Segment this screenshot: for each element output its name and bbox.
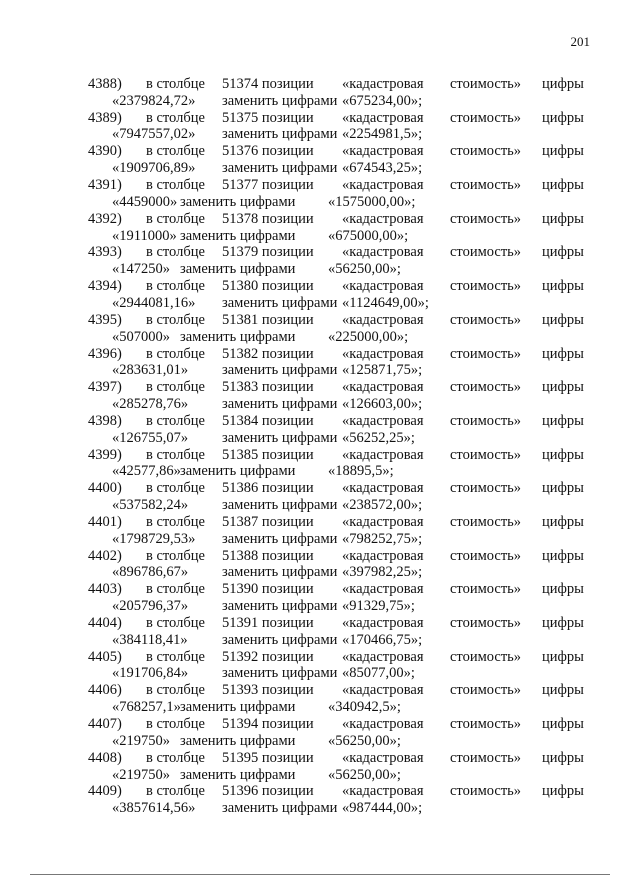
entry-line-1 (0, 783, 640, 800)
entry-new-value: «2254981,5»; (342, 126, 423, 143)
entry-replace-phrase: заменить цифрами (222, 800, 338, 817)
entry-line-2 (0, 430, 640, 447)
entry-position: 51395 позиции (222, 749, 314, 766)
entry-number: 4390) (88, 143, 122, 160)
entry-old-value: «147250» (112, 261, 170, 278)
entry-digits-word: цифры (542, 311, 584, 328)
entry-line-2 (0, 767, 640, 784)
entry-number: 4406) (88, 682, 122, 699)
entry-cadastral-word: «кадастровая (342, 446, 424, 463)
entry-column-phrase: в столбце (146, 480, 205, 497)
entry-line-2 (0, 295, 640, 312)
entry-cadastral-word: «кадастровая (342, 581, 424, 598)
entry-cadastral-word: «кадастровая (342, 210, 424, 227)
entry-number: 4389) (88, 109, 122, 126)
entry-old-value: «219750» (112, 766, 170, 783)
entry-position: 51387 позиции (222, 513, 314, 530)
entry-position: 51391 позиции (222, 615, 314, 631)
entry-column-phrase: в столбце (146, 615, 205, 631)
entry-digits-word: цифры (542, 76, 584, 92)
entry-digits-word: цифры (542, 210, 584, 227)
entry-line-2 (0, 632, 640, 649)
entry-digits-word: цифры (542, 345, 584, 362)
entry-line-1 (0, 379, 640, 396)
entry-line-2 (0, 93, 640, 110)
entry-replace-phrase: заменить цифрами (222, 665, 338, 682)
entry-column-phrase: в столбце (146, 278, 205, 295)
entry-value-word: стоимость» (450, 143, 522, 160)
entry-new-value: «56252,25»; (342, 429, 415, 446)
entry-line-2 (0, 733, 640, 750)
entry-old-value: «896786,67» (112, 564, 189, 581)
entry-old-value: «507000» (112, 328, 170, 345)
entry-replace-phrase: заменить цифрами (222, 429, 338, 446)
entry-column-phrase: в столбце (146, 345, 205, 362)
entry-line-2 (0, 598, 640, 615)
amendment-list (0, 76, 640, 817)
entry-old-value: «3857614,56» (112, 800, 196, 817)
amendment-entry (0, 783, 640, 817)
amendment-entry (0, 413, 640, 447)
entry-line-1 (0, 447, 640, 464)
entry-number: 4405) (88, 648, 122, 665)
entry-cadastral-word: «кадастровая (342, 513, 424, 530)
entry-replace-phrase: заменить цифрами (180, 463, 296, 480)
entry-position: 51384 позиции (222, 412, 314, 429)
entry-line-1 (0, 750, 640, 767)
entry-old-value: «2379824,72» (112, 92, 196, 109)
entry-new-value: «1124649,00»; (342, 294, 429, 311)
entry-column-phrase: в столбце (146, 716, 205, 733)
entry-value-word: стоимость» (450, 648, 522, 665)
entry-number: 4396) (88, 345, 122, 362)
entry-line-1 (0, 143, 640, 160)
entry-line-2 (0, 665, 640, 682)
entry-digits-word: цифры (542, 648, 584, 665)
entry-value-word: стоимость» (450, 76, 522, 92)
entry-line-1 (0, 682, 640, 699)
entry-replace-phrase: заменить цифрами (222, 362, 338, 379)
entry-replace-phrase: заменить цифрами (222, 395, 338, 412)
entry-digits-word: цифры (542, 278, 584, 295)
entry-old-value: «768257,1» (112, 699, 181, 716)
entry-line-1 (0, 581, 640, 598)
entry-line-1 (0, 413, 640, 430)
entry-position: 51394 позиции (222, 716, 314, 733)
entry-digits-word: цифры (542, 143, 584, 160)
entry-position: 51390 позиции (222, 581, 314, 598)
entry-cadastral-word: «кадастровая (342, 716, 424, 733)
bottom-rule (30, 874, 610, 875)
entry-new-value: «798252,75»; (342, 530, 423, 547)
entry-replace-phrase: заменить цифрами (222, 160, 338, 177)
entry-line-1 (0, 548, 640, 565)
entry-replace-phrase: заменить цифрами (222, 92, 338, 109)
entry-cadastral-word: «кадастровая (342, 682, 424, 699)
amendment-entry (0, 480, 640, 514)
entry-line-2 (0, 126, 640, 143)
entry-number: 4392) (88, 210, 122, 227)
entry-line-2 (0, 531, 640, 548)
entry-value-word: стоимость» (450, 109, 522, 126)
entry-new-value: «18895,5»; (328, 463, 394, 480)
entry-value-word: стоимость» (450, 244, 522, 261)
entry-old-value: «384118,41» (112, 631, 188, 648)
entry-line-1 (0, 346, 640, 363)
entry-column-phrase: в столбце (146, 547, 205, 564)
amendment-entry (0, 581, 640, 615)
entry-new-value: «1575000,00»; (328, 193, 416, 210)
entry-value-word: стоимость» (450, 547, 522, 564)
entry-line-2 (0, 261, 640, 278)
entry-number: 4393) (88, 244, 122, 261)
entry-value-word: стоимость» (450, 379, 522, 396)
entry-value-word: стоимость» (450, 615, 522, 631)
entry-column-phrase: в столбце (146, 682, 205, 699)
entry-value-word: стоимость» (450, 412, 522, 429)
entry-position: 51379 позиции (222, 244, 314, 261)
entry-replace-phrase: заменить цифрами (180, 227, 296, 244)
entry-new-value: «125871,75»; (342, 362, 423, 379)
entry-position: 51382 позиции (222, 345, 314, 362)
amendment-entry (0, 110, 640, 144)
entry-position: 51386 позиции (222, 480, 314, 497)
entry-line-2 (0, 396, 640, 413)
entry-number: 4394) (88, 278, 122, 295)
entry-replace-phrase: заменить цифрами (222, 126, 338, 143)
entry-line-1 (0, 211, 640, 228)
entry-digits-word: цифры (542, 547, 584, 564)
entry-digits-word: цифры (542, 480, 584, 497)
entry-position: 51378 позиции (222, 210, 314, 227)
entry-digits-word: цифры (542, 783, 584, 800)
amendment-entry (0, 716, 640, 750)
entry-value-word: стоимость» (450, 783, 522, 800)
amendment-entry (0, 615, 640, 649)
entry-new-value: «675000,00»; (328, 227, 409, 244)
entry-digits-word: цифры (542, 379, 584, 396)
entry-position: 51375 позиции (222, 109, 314, 126)
entry-cadastral-word: «кадастровая (342, 76, 424, 92)
entry-number: 4409) (88, 783, 122, 800)
entry-cadastral-word: «кадастровая (342, 648, 424, 665)
entry-value-word: стоимость» (450, 177, 522, 194)
entry-line-2 (0, 463, 640, 480)
entry-line-1 (0, 244, 640, 261)
entry-line-1 (0, 177, 640, 194)
entry-old-value: «191706,84» (112, 665, 189, 682)
entry-cadastral-word: «кадастровая (342, 412, 424, 429)
entry-column-phrase: в столбце (146, 783, 205, 800)
entry-number: 4398) (88, 412, 122, 429)
entry-value-word: стоимость» (450, 345, 522, 362)
entry-new-value: «397982,25»; (342, 564, 423, 581)
entry-number: 4401) (88, 513, 122, 530)
entry-number: 4391) (88, 177, 122, 194)
entry-replace-phrase: заменить цифрами (180, 193, 296, 210)
entry-line-1 (0, 76, 640, 93)
entry-column-phrase: в столбце (146, 244, 205, 261)
entry-column-phrase: в столбце (146, 581, 205, 598)
entry-number: 4407) (88, 716, 122, 733)
entry-line-1 (0, 312, 640, 329)
entry-cadastral-word: «кадастровая (342, 311, 424, 328)
entry-line-1 (0, 716, 640, 733)
entry-column-phrase: в столбце (146, 412, 205, 429)
entry-position: 51374 позиции (222, 76, 314, 92)
page-number: 201 (570, 34, 590, 49)
entry-column-phrase: в столбце (146, 177, 205, 194)
entry-new-value: «225000,00»; (328, 328, 409, 345)
entry-line-2 (0, 194, 640, 211)
entry-replace-phrase: заменить цифрами (180, 732, 296, 749)
entry-cadastral-word: «кадастровая (342, 244, 424, 261)
amendment-entry (0, 514, 640, 548)
entry-number: 4403) (88, 581, 122, 598)
entry-old-value: «537582,24» (112, 497, 189, 514)
entry-number: 4404) (88, 615, 122, 631)
entry-value-word: стоимость» (450, 682, 522, 699)
amendment-entry (0, 346, 640, 380)
entry-column-phrase: в столбце (146, 446, 205, 463)
amendment-entry (0, 682, 640, 716)
entry-replace-phrase: заменить цифрами (222, 564, 338, 581)
entry-number: 4408) (88, 749, 122, 766)
entry-column-phrase: в столбце (146, 109, 205, 126)
amendment-entry (0, 278, 640, 312)
entry-old-value: «285278,76» (112, 395, 189, 412)
entry-digits-word: цифры (542, 177, 584, 194)
entry-number: 4395) (88, 311, 122, 328)
amendment-entry (0, 211, 640, 245)
entry-position: 51385 позиции (222, 446, 314, 463)
entry-value-word: стоимость» (450, 513, 522, 530)
entry-value-word: стоимость» (450, 446, 522, 463)
entry-new-value: «85077,00»; (342, 665, 415, 682)
entry-value-word: стоимость» (450, 716, 522, 733)
entry-position: 51380 позиции (222, 278, 314, 295)
entry-replace-phrase: заменить цифрами (180, 699, 296, 716)
entry-line-2 (0, 362, 640, 379)
entry-digits-word: цифры (542, 109, 584, 126)
entry-column-phrase: в столбце (146, 143, 205, 160)
entry-digits-word: цифры (542, 513, 584, 530)
entry-digits-word: цифры (542, 581, 584, 598)
entry-digits-word: цифры (542, 615, 584, 631)
entry-old-value: «219750» (112, 732, 170, 749)
entry-position: 51377 позиции (222, 177, 314, 194)
entry-column-phrase: в столбце (146, 513, 205, 530)
amendment-entry (0, 76, 640, 110)
entry-replace-phrase: заменить цифрами (222, 598, 338, 615)
entry-digits-word: цифры (542, 682, 584, 699)
entry-old-value: «1909706,89» (112, 160, 196, 177)
entry-line-2 (0, 564, 640, 581)
entry-number: 4400) (88, 480, 122, 497)
entry-cadastral-word: «кадастровая (342, 177, 424, 194)
entry-new-value: «56250,00»; (328, 261, 401, 278)
entry-old-value: «1798729,53» (112, 530, 196, 547)
entry-column-phrase: в столбце (146, 76, 205, 92)
entry-line-2 (0, 497, 640, 514)
entry-new-value: «675234,00»; (342, 92, 423, 109)
entry-new-value: «126603,00»; (342, 395, 423, 412)
entry-new-value: «238572,00»; (342, 497, 423, 514)
entry-line-2 (0, 228, 640, 245)
entry-position: 51376 позиции (222, 143, 314, 160)
entry-position: 51381 позиции (222, 311, 314, 328)
entry-value-word: стоимость» (450, 311, 522, 328)
entry-number: 4397) (88, 379, 122, 396)
entry-number: 4388) (88, 76, 122, 92)
entry-position: 51393 позиции (222, 682, 314, 699)
entry-old-value: «4459000» (112, 193, 178, 210)
entry-old-value: «126755,07» (112, 429, 189, 446)
entry-number: 4402) (88, 547, 122, 564)
entry-old-value: «2944081,16» (112, 294, 196, 311)
entry-position: 51396 позиции (222, 783, 314, 800)
entry-replace-phrase: заменить цифрами (222, 631, 338, 648)
entry-line-1 (0, 278, 640, 295)
entry-cadastral-word: «кадастровая (342, 615, 424, 631)
entry-position: 51392 позиции (222, 648, 314, 665)
entry-digits-word: цифры (542, 244, 584, 261)
entry-new-value: «340942,5»; (328, 699, 401, 716)
entry-value-word: стоимость» (450, 480, 522, 497)
amendment-entry (0, 379, 640, 413)
entry-line-2 (0, 160, 640, 177)
entry-old-value: «205796,37» (112, 598, 189, 615)
entry-replace-phrase: заменить цифрами (180, 261, 296, 278)
entry-cadastral-word: «кадастровая (342, 109, 424, 126)
entry-new-value: «987444,00»; (342, 800, 423, 817)
entry-value-word: стоимость» (450, 581, 522, 598)
amendment-entry (0, 447, 640, 481)
entry-replace-phrase: заменить цифрами (180, 766, 296, 783)
entry-digits-word: цифры (542, 412, 584, 429)
entry-line-1 (0, 615, 640, 632)
entry-replace-phrase: заменить цифрами (180, 328, 296, 345)
amendment-entry (0, 244, 640, 278)
entry-new-value: «56250,00»; (328, 732, 401, 749)
entry-cadastral-word: «кадастровая (342, 143, 424, 160)
entry-column-phrase: в столбце (146, 379, 205, 396)
entry-number: 4399) (88, 446, 122, 463)
amendment-entry (0, 312, 640, 346)
entry-new-value: «56250,00»; (328, 766, 401, 783)
entry-replace-phrase: заменить цифрами (222, 294, 338, 311)
amendment-entry (0, 649, 640, 683)
entry-replace-phrase: заменить цифрами (222, 497, 338, 514)
entry-line-1 (0, 480, 640, 497)
entry-digits-word: цифры (542, 749, 584, 766)
entry-line-2 (0, 329, 640, 346)
entry-new-value: «170466,75»; (342, 631, 423, 648)
entry-line-1 (0, 649, 640, 666)
entry-value-word: стоимость» (450, 278, 522, 295)
entry-replace-phrase: заменить цифрами (222, 530, 338, 547)
entry-digits-word: цифры (542, 716, 584, 733)
entry-line-2 (0, 699, 640, 716)
entry-cadastral-word: «кадастровая (342, 783, 424, 800)
entry-cadastral-word: «кадастровая (342, 345, 424, 362)
entry-value-word: стоимость» (450, 749, 522, 766)
entry-old-value: «1911000» (112, 227, 177, 244)
amendment-entry (0, 750, 640, 784)
entry-digits-word: цифры (542, 446, 584, 463)
entry-cadastral-word: «кадастровая (342, 749, 424, 766)
amendment-entry (0, 143, 640, 177)
entry-cadastral-word: «кадастровая (342, 547, 424, 564)
entry-line-2 (0, 800, 640, 817)
entry-line-1 (0, 110, 640, 127)
entry-position: 51383 позиции (222, 379, 314, 396)
entry-line-1 (0, 514, 640, 531)
amendment-entry (0, 177, 640, 211)
entry-new-value: «674543,25»; (342, 160, 423, 177)
entry-position: 51388 позиции (222, 547, 314, 564)
entry-old-value: «7947557,02» (112, 126, 196, 143)
entry-column-phrase: в столбце (146, 210, 205, 227)
entry-new-value: «91329,75»; (342, 598, 415, 615)
entry-column-phrase: в столбце (146, 311, 205, 328)
amendment-entry (0, 548, 640, 582)
entry-cadastral-word: «кадастровая (342, 379, 424, 396)
entry-value-word: стоимость» (450, 210, 522, 227)
entry-cadastral-word: «кадастровая (342, 278, 424, 295)
entry-column-phrase: в столбце (146, 749, 205, 766)
entry-old-value: «42577,86» (112, 463, 181, 480)
entry-cadastral-word: «кадастровая (342, 480, 424, 497)
entry-column-phrase: в столбце (146, 648, 205, 665)
entry-old-value: «283631,01» (112, 362, 189, 379)
